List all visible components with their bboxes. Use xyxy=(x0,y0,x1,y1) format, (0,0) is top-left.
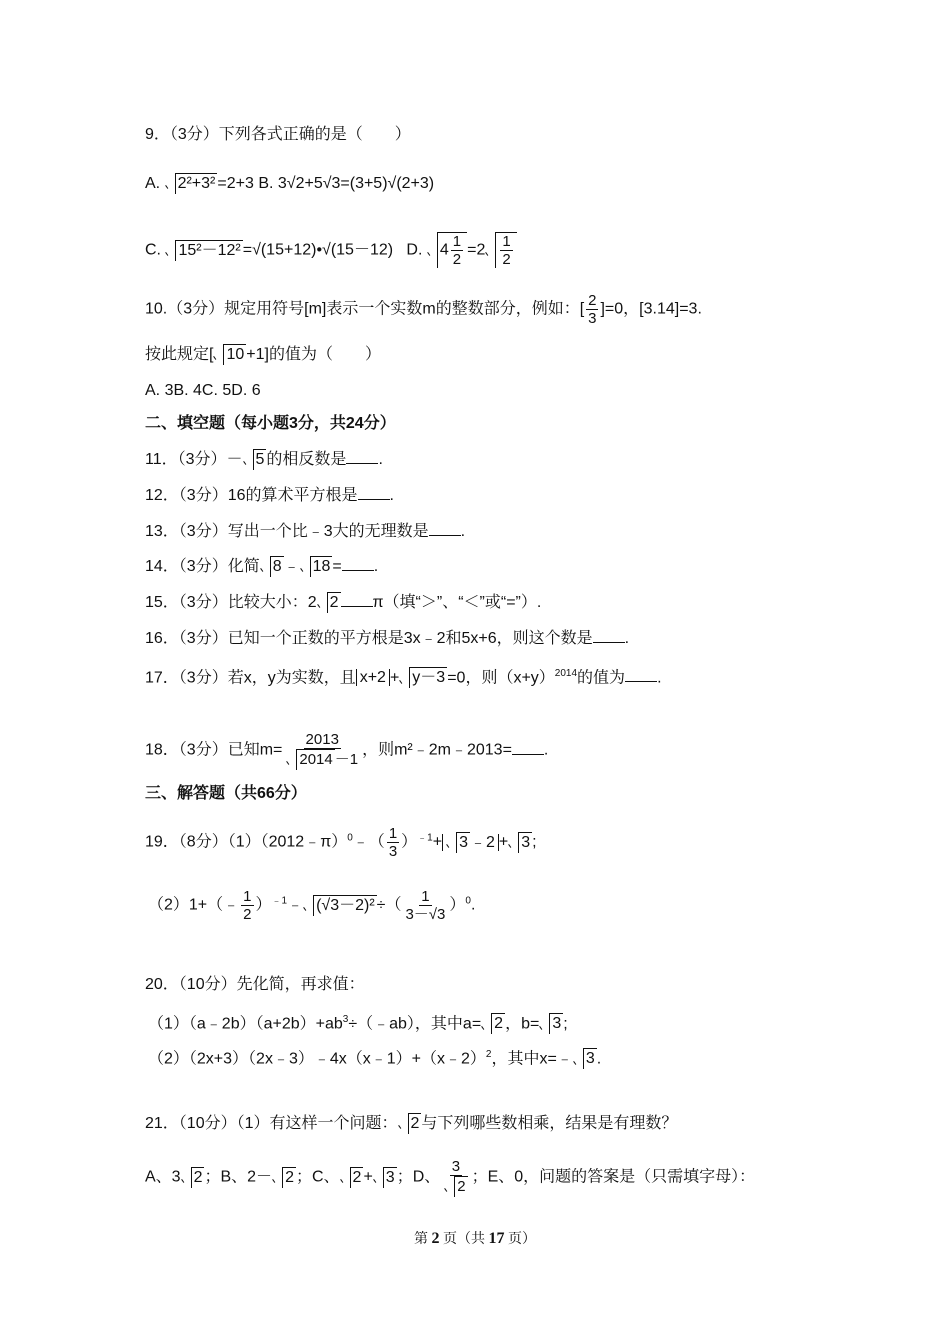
q21-a-radical: 2 xyxy=(182,1166,205,1190)
q12-blank[interactable] xyxy=(358,483,390,500)
q21-stem: 21．（10分）（1）有这样一个问题： 2 与下列哪些数相乘，结果是有理数？ xyxy=(145,1112,677,1136)
q16: 16．（3分）已知一个正数的平方根是3x﹣2和5x+6，则这个数是 . xyxy=(145,626,629,651)
q19-radical: 3 xyxy=(509,831,532,855)
q17-absolute-value: x+2 xyxy=(356,669,390,686)
q20-stem: 20．（10分）先化简，再求值： xyxy=(145,976,365,993)
q21-b-radical: 2 xyxy=(273,1166,296,1190)
q11: 11．（3分）－ 5 的相反数是 . xyxy=(145,447,383,472)
q10-radical: 10 xyxy=(214,343,246,367)
q9-stem: 9．（3分）下列各式正确的是（ ） xyxy=(145,126,411,143)
q20-part1: $(1)(a﹣2b)(a+2b)+ab^3\div(﹣ab)$，其中a= 2 ，b= 3 ; xyxy=(148,1008,568,1036)
q21-c-radical-2: 3 xyxy=(374,1166,397,1190)
q19-part1: 19．（8分）（1）（2012﹣π）$^0$﹣（ $\frac{1}{3}$ ）$^{﹣1}$+ 3 ﹣2 + 3 ; xyxy=(145,825,537,860)
q14: 14．（3分）化简 8 ﹣ 18 = . xyxy=(145,554,378,579)
q11-blank[interactable] xyxy=(346,447,378,464)
q14-radical-1: 8 xyxy=(261,555,284,579)
q19-fraction-1: $\frac{1}{3}$ xyxy=(388,825,398,860)
q13-blank[interactable] xyxy=(429,519,461,536)
q9-a-radical: 2²+3² xyxy=(166,172,218,196)
q15-blank[interactable] xyxy=(341,590,373,607)
q17-blank[interactable] xyxy=(625,665,657,682)
q21-options: A、3 2 ；B、2－ 2 ；C、 2 + 3 ；D、 $\frac{3}{2}$ ；E、0，问题的答案是（只需填字母）： xyxy=(145,1158,756,1195)
page-total: 17 xyxy=(488,1230,505,1247)
q20-radical-2: 3 xyxy=(540,1012,563,1036)
q20-radical-3: 3 xyxy=(574,1047,597,1071)
q10-fraction: $\frac{2}{3}$ xyxy=(588,292,597,327)
q14-radical-2: 18 xyxy=(301,555,333,579)
q13: 13．（3分）写出一个比﹣3大的无理数是 . xyxy=(145,519,465,544)
q12: 12．（3分）16的算术平方根是 . xyxy=(145,483,394,508)
q10-stem: 10.（3分）规定用符号[m]表示一个实数m的整数部分，例如：[ $\frac{2}{3}$ ]=0，[3.14]=3. xyxy=(145,292,702,327)
q14-blank[interactable] xyxy=(342,554,374,571)
q17: 17．（3分）若x，y为实数，且 x+2 + y－3 =0，则$(x+y)^{2014}$的值为 . xyxy=(145,662,662,690)
q9-d-mid: =2 xyxy=(467,241,486,259)
q19-part2: （2）1+（﹣ $\frac{1}{2}$ ）$^{﹣1}$﹣ (√3－2)² ÷（ $\frac{1}{3-√3}$ ）$^0$. xyxy=(148,888,476,923)
q16-blank[interactable] xyxy=(593,626,625,643)
q15-radical: 2 xyxy=(318,591,341,615)
q19-radical-2: (√3－2)² xyxy=(304,894,377,918)
q11-radical: 5 xyxy=(244,448,267,472)
q9-a-label: A. xyxy=(145,175,161,192)
q18: 18．（3分）已知m= $\frac{2013}{2014 -1}$ ，则m²﹣2m﹣2013= . xyxy=(145,731,549,768)
section-2-heading: 二、填空题（每小题3分，共24分） xyxy=(145,415,396,432)
q9-d-radical-lhs: 4 $\frac{1}{2}$ xyxy=(428,232,467,268)
q19-fraction-2: $\frac{1}{2}$ xyxy=(243,888,252,923)
q9-b-label: B. xyxy=(258,175,274,192)
q21-radical-stem: 2 xyxy=(399,1112,422,1136)
q18-fraction: $\frac{2013}{2014 -1}$ xyxy=(284,731,360,770)
q9-c-mid: =√(15+12)•√(15－12) xyxy=(242,241,394,259)
q21-d-fraction: $\frac{3}{2}$ xyxy=(442,1158,469,1197)
q10-line2: 按此规定[ 10 +1]的值为（ ） xyxy=(145,343,381,367)
q21-c-radical-1: 2 xyxy=(341,1166,364,1190)
q20-radical-1: 2 xyxy=(482,1012,505,1036)
q10-options: A. 3B. 4C. 5D. 6 xyxy=(145,382,261,399)
q9-options-ab xyxy=(145,172,434,196)
q20-part2: （2）（2x+3）（2x﹣3）﹣4x（x﹣1）+（x﹣2）$^2$，其中x=﹣ 3 . xyxy=(148,1043,601,1071)
page-footer: 第 2 页（共 17 页） xyxy=(414,1230,536,1247)
q9-options-cd xyxy=(145,232,517,268)
q9-d-radical-rhs: $\frac{1}{2}$ xyxy=(486,232,516,268)
q19-absolute-value: 3 ﹣2 xyxy=(442,834,499,851)
q19-fraction-3: $\frac{1}{3-√3}$ xyxy=(405,888,446,923)
q9-c-radical: 15²－12² xyxy=(166,239,242,263)
q18-blank[interactable] xyxy=(512,738,544,755)
page-number: 2 xyxy=(431,1230,440,1247)
q9-b-expr: 3√2+5√3=(3+5)√(2+3) xyxy=(277,175,435,192)
q15: 15．（3分）比较大小：2 2 π（填“＞”、“＜”或“=”）. xyxy=(145,590,541,615)
q17-radical: y－3 xyxy=(400,666,447,690)
q9-a-tail: =2+3 xyxy=(217,175,254,192)
section-3-heading: 三、解答题（共66分） xyxy=(145,785,307,802)
q9-c-label: C. xyxy=(145,241,161,259)
q9-d-label: D. xyxy=(406,241,423,259)
